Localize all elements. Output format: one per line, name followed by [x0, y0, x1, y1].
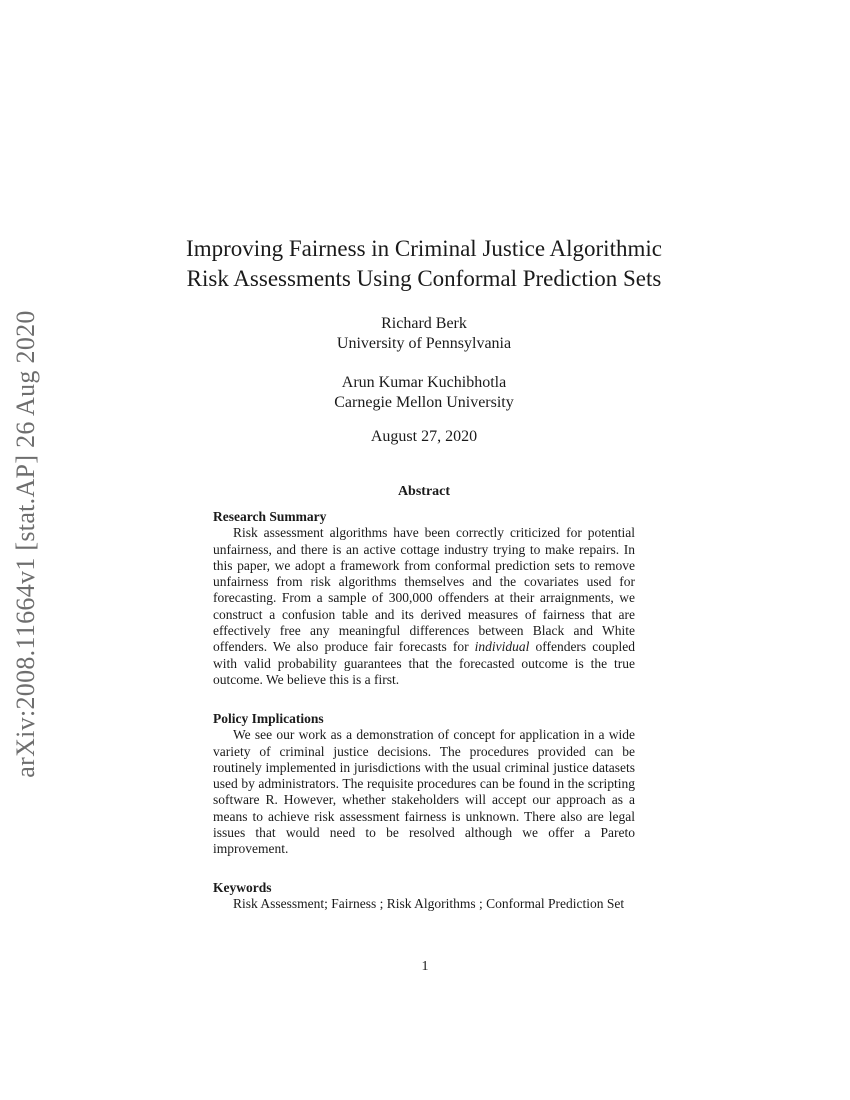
section-heading: Keywords	[213, 880, 272, 895]
arxiv-identifier-stamp	[2, 290, 50, 798]
author-name: Arun Kumar Kuchibhotla	[341, 374, 507, 391]
title-line: Risk Assessments Using Conformal Prediction Sets	[186, 266, 662, 291]
body-text: Risk assessment algorithms have been correctly criticized for potential unfairness, and there is an active cottage industry trying to make repairs. In this paper, we adopt a framework from conformal prediction sets to remove unfairness from risk algorithms themselves and the covariates used for forecasting. From a sample of 300,000 offenders at their arraignments, we construct a confusion table and its derived measures of fairness that are effectively free any meaningful differences between Black and White offenders. We also produce fair forecasts for	[213, 525, 635, 655]
section-body: We see our work as a demonstration of concept for application in a wide variety of criminal justice decisions. The procedures provided can be routinely implemented in jurisdictions with the usual criminal justice datasets used by administrators. The requisite procedures can be found in the scripting software R. However, whether stakeholders will accept our approach as a means to achieve risk assessment fairness is unknown. There also are legal issues that would need to be resolved although we offer a Pareto improvement.	[213, 727, 635, 857]
section-body: Risk Assessment; Fairness ; Risk Algorithms ; Conformal Prediction Set	[233, 896, 625, 912]
author-block	[250, 314, 598, 354]
keywords-section	[213, 880, 635, 913]
author-block	[250, 373, 598, 413]
body-text: offenders coupled with valid probability guarantees that the forecasted outcome is the true outcome. We believe this is a first.	[213, 639, 635, 687]
section-heading: Policy Implications	[213, 711, 324, 726]
author-name: Richard Berk	[381, 315, 467, 332]
abstract-heading: Abstract	[397, 484, 451, 499]
section-heading: Research Summary	[213, 509, 327, 524]
policy-implications-section	[213, 711, 635, 858]
author-affiliation: University of Pennsylvania	[336, 335, 512, 352]
section-body	[213, 525, 635, 688]
arxiv-identifier-text: arXiv:2008.11664v1 [stat.AP] 26 Aug 2020	[11, 310, 40, 778]
emphasized-word: individual	[474, 639, 530, 655]
author-affiliation: Carnegie Mellon University	[334, 394, 514, 411]
paper-date: August 27, 2020	[370, 428, 478, 445]
research-summary-section	[213, 509, 635, 688]
title-line: Improving Fairness in Criminal Justice Algorithmic	[186, 236, 662, 261]
page-number: 1	[421, 959, 429, 974]
paper-title	[150, 234, 698, 294]
